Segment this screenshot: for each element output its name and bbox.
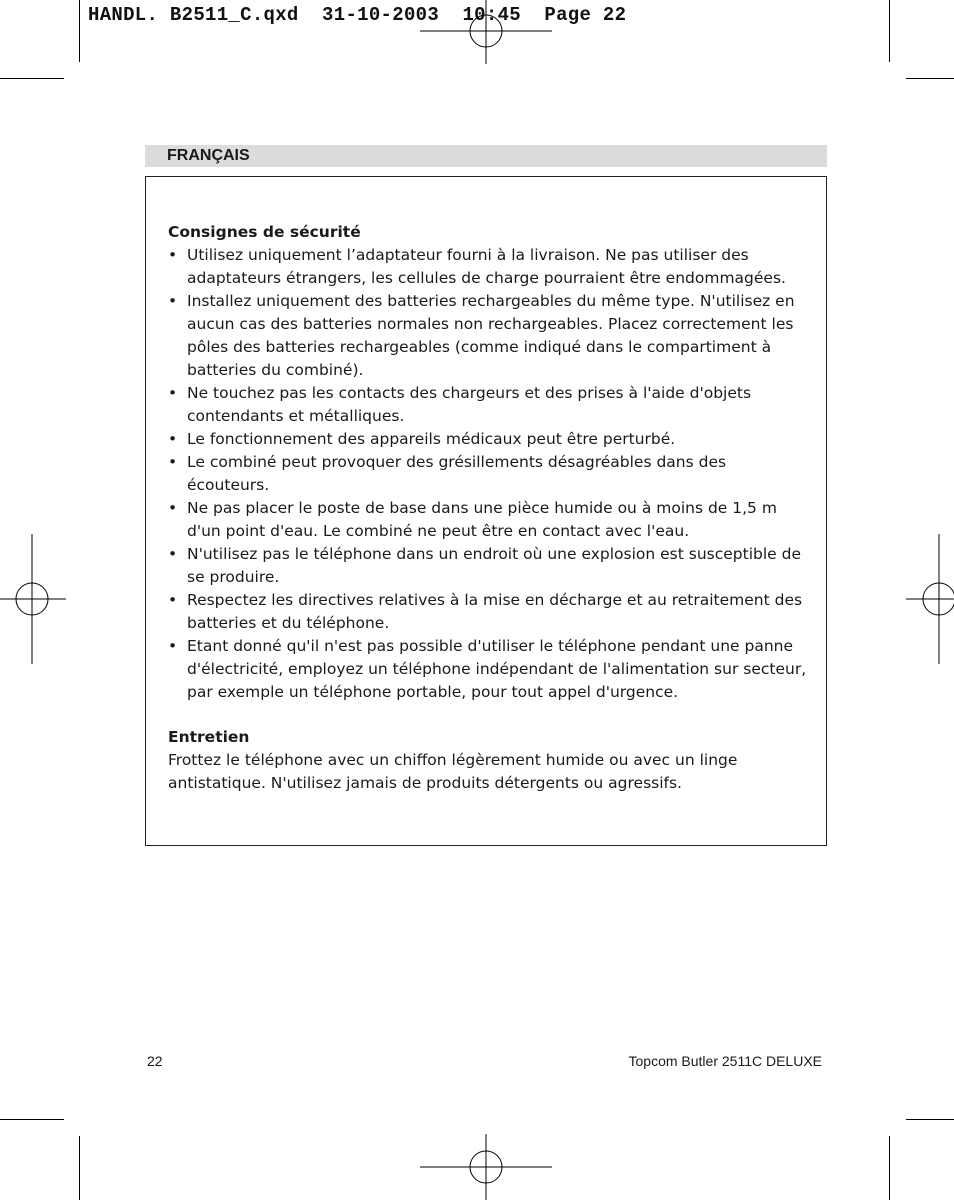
section-spacer <box>168 704 808 726</box>
page-number: 22 <box>147 1053 163 1069</box>
safety-item: • Respectez les directives relatives à la mise en décharge et au retraitement des batteries et du téléphone. <box>168 589 808 635</box>
safety-item: • N'utilisez pas le téléphone dans un endroit où une explosion est susceptible de se produire. <box>168 543 808 589</box>
safety-heading: Consignes de sécurité <box>168 223 361 241</box>
crop-mark <box>889 0 890 62</box>
maintenance-heading: Entretien <box>168 728 250 746</box>
crop-mark <box>79 0 80 62</box>
registration-mark-bottom <box>420 1134 552 1200</box>
safety-item: • Ne pas placer le poste de base dans une pièce humide ou à moins de 1,5 m d'un point d'eau. Le combiné ne peut être en contact avec l'eau. <box>168 497 808 543</box>
maintenance-text: Frottez le téléphone avec un chiffon légèrement humide ou avec un linge antistatique. N'utilisez jamais de produits détergents ou agressifs. <box>168 751 738 792</box>
safety-item: • Installez uniquement des batteries rechargeables du même type. N'utilisez en aucun cas des batteries normales non rechargeables. Placez correctement les pôles des batteries rechargeables (comme indiqué dans le compartiment à batteries du combiné). <box>168 290 808 382</box>
language-label: FRANÇAIS <box>167 147 250 164</box>
safety-list <box>168 244 808 704</box>
crop-mark <box>0 1119 64 1120</box>
registration-mark-top <box>420 0 552 64</box>
safety-item: • Utilisez uniquement l’adaptateur fourni à la livraison. Ne pas utiliser des adaptateurs étrangers, les cellules de charge pourraient être endommagées. <box>168 244 808 290</box>
crop-mark <box>889 1136 890 1200</box>
language-header-bar <box>145 145 827 167</box>
content-body <box>168 221 808 795</box>
crop-mark <box>79 1136 80 1200</box>
safety-item: • Le combiné peut provoquer des grésillements désagréables dans des écouteurs. <box>168 451 808 497</box>
safety-item: • Etant donné qu'il n'est pas possible d'utiliser le téléphone pendant une panne d'électricité, employez un téléphone indépendant de l'alimentation sur secteur, par exemple un téléphone portable, pour tout appel d'urgence. <box>168 635 808 704</box>
crop-mark <box>906 1119 954 1120</box>
content-box <box>145 176 827 846</box>
safety-item: • Ne touchez pas les contacts des chargeurs et des prises à l'aide d'objets contendants et métalliques. <box>168 382 808 428</box>
crop-mark <box>906 78 954 79</box>
registration-mark-left <box>0 534 66 664</box>
product-name: Topcom Butler 2511C DELUXE <box>628 1053 822 1069</box>
slug-line: HANDL. B2511_C.qxd 31-10-2003 10:45 Page 22 <box>88 4 627 26</box>
registration-mark-right <box>906 534 954 664</box>
safety-item: • Le fonctionnement des appareils médicaux peut être perturbé. <box>168 428 808 451</box>
crop-mark <box>0 78 64 79</box>
